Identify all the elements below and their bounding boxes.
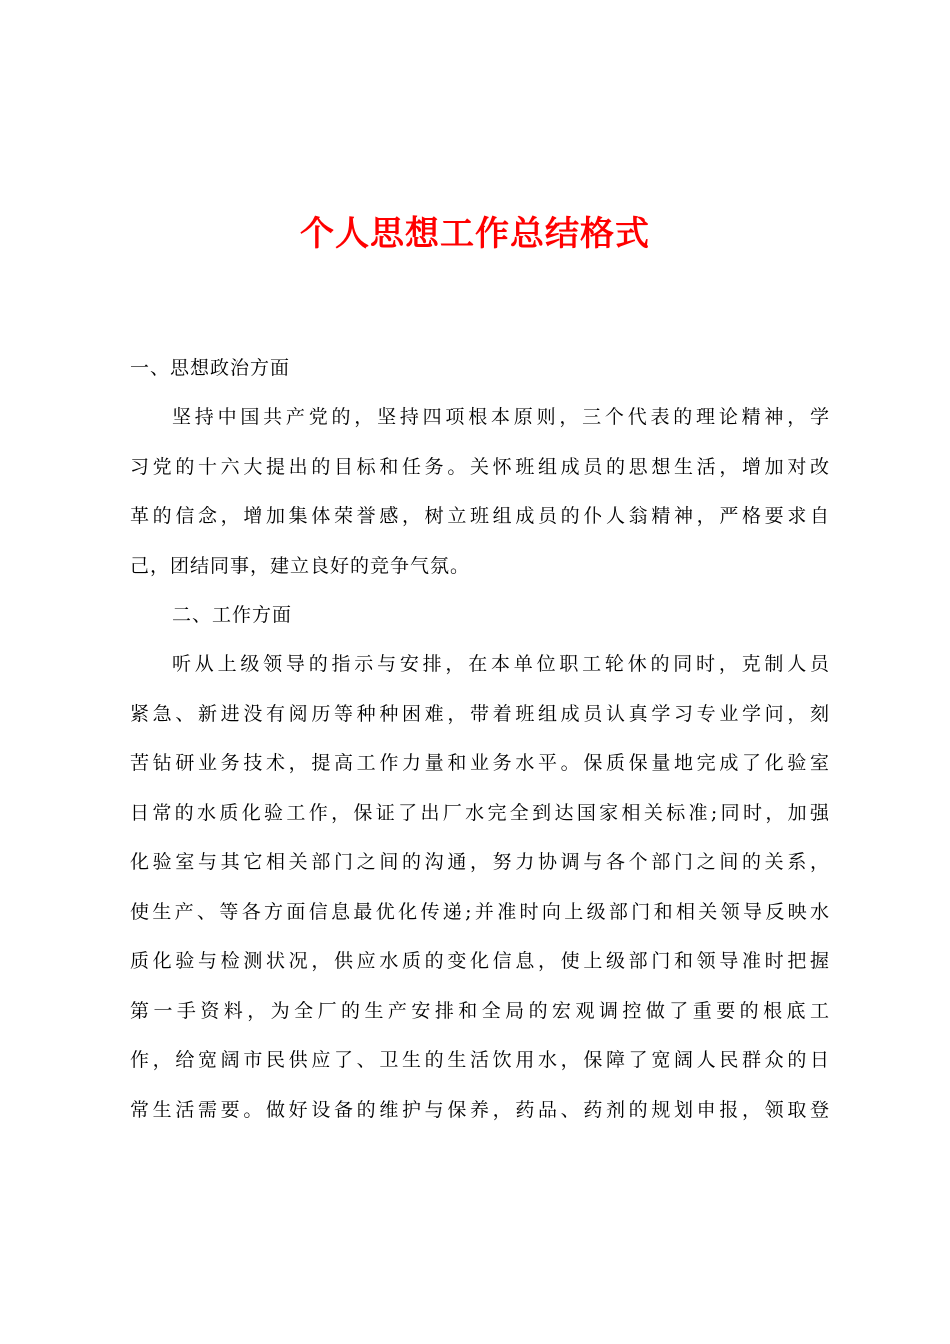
section-heading-work: 二、工作方面: [172, 604, 293, 626]
paragraph-line: 常生活需要。做好设备的维护与保养，药品、药剂的规划申报，领取登: [130, 1098, 830, 1121]
paragraph-line: 坚持中国共产党的，坚持四项根本原则，三个代表的理论精神，学: [172, 406, 830, 428]
paragraph-line: 革的信念，增加集体荣誉感，树立班组成员的仆人翁精神，严格要求自: [130, 505, 830, 527]
paragraph-work: [130, 640, 830, 1135]
paragraph-line: 己，团结同事，建立良好的竞争气氛。: [130, 554, 471, 577]
paragraph-line: 苦钻研业务技术，提高工作力量和业务水平。保质保量地完成了化验室: [130, 752, 830, 774]
paragraph-line: 日常的水质化验工作，保证了出厂水完全到达国家相关标准;同时，加强: [130, 801, 830, 824]
paragraph-line: 作，给宽阔市民供应了、卫生的生活饮用水，保障了宽阔人民群众的日: [130, 1049, 830, 1071]
paragraph-line: 听从上级领导的指示与安排，在本单位职工轮休的同时，克制人员: [172, 653, 830, 675]
paragraph-line: 质化验与检测状况，供应水质的变化信息，使上级部门和领导准时把握: [130, 950, 830, 972]
paragraph-line: 使生产、等各方面信息最优化传递;并准时向上级部门和相关领导反映水: [130, 900, 830, 923]
paragraph-line: 第一手资料，为全厂的生产安排和全局的宏观调控做了重要的根底工: [130, 999, 830, 1022]
paragraph-line: 紧急、新进没有阅历等种种困难，带着班组成员认真学习专业学问，刻: [130, 702, 830, 725]
document-body: [130, 344, 830, 1135]
paragraph-politics: [130, 393, 830, 591]
section-heading-politics: 一、思想政治方面: [130, 357, 291, 379]
document-title: 个人思想工作总结格式: [300, 214, 650, 254]
paragraph-line: 习党的十六大提出的目标和任务。关怀班组成员的思想生活，增加对改: [130, 455, 830, 478]
paragraph-line: 化验室与其它相关部门之间的沟通，努力协调与各个部门之间的关系，: [130, 851, 830, 873]
